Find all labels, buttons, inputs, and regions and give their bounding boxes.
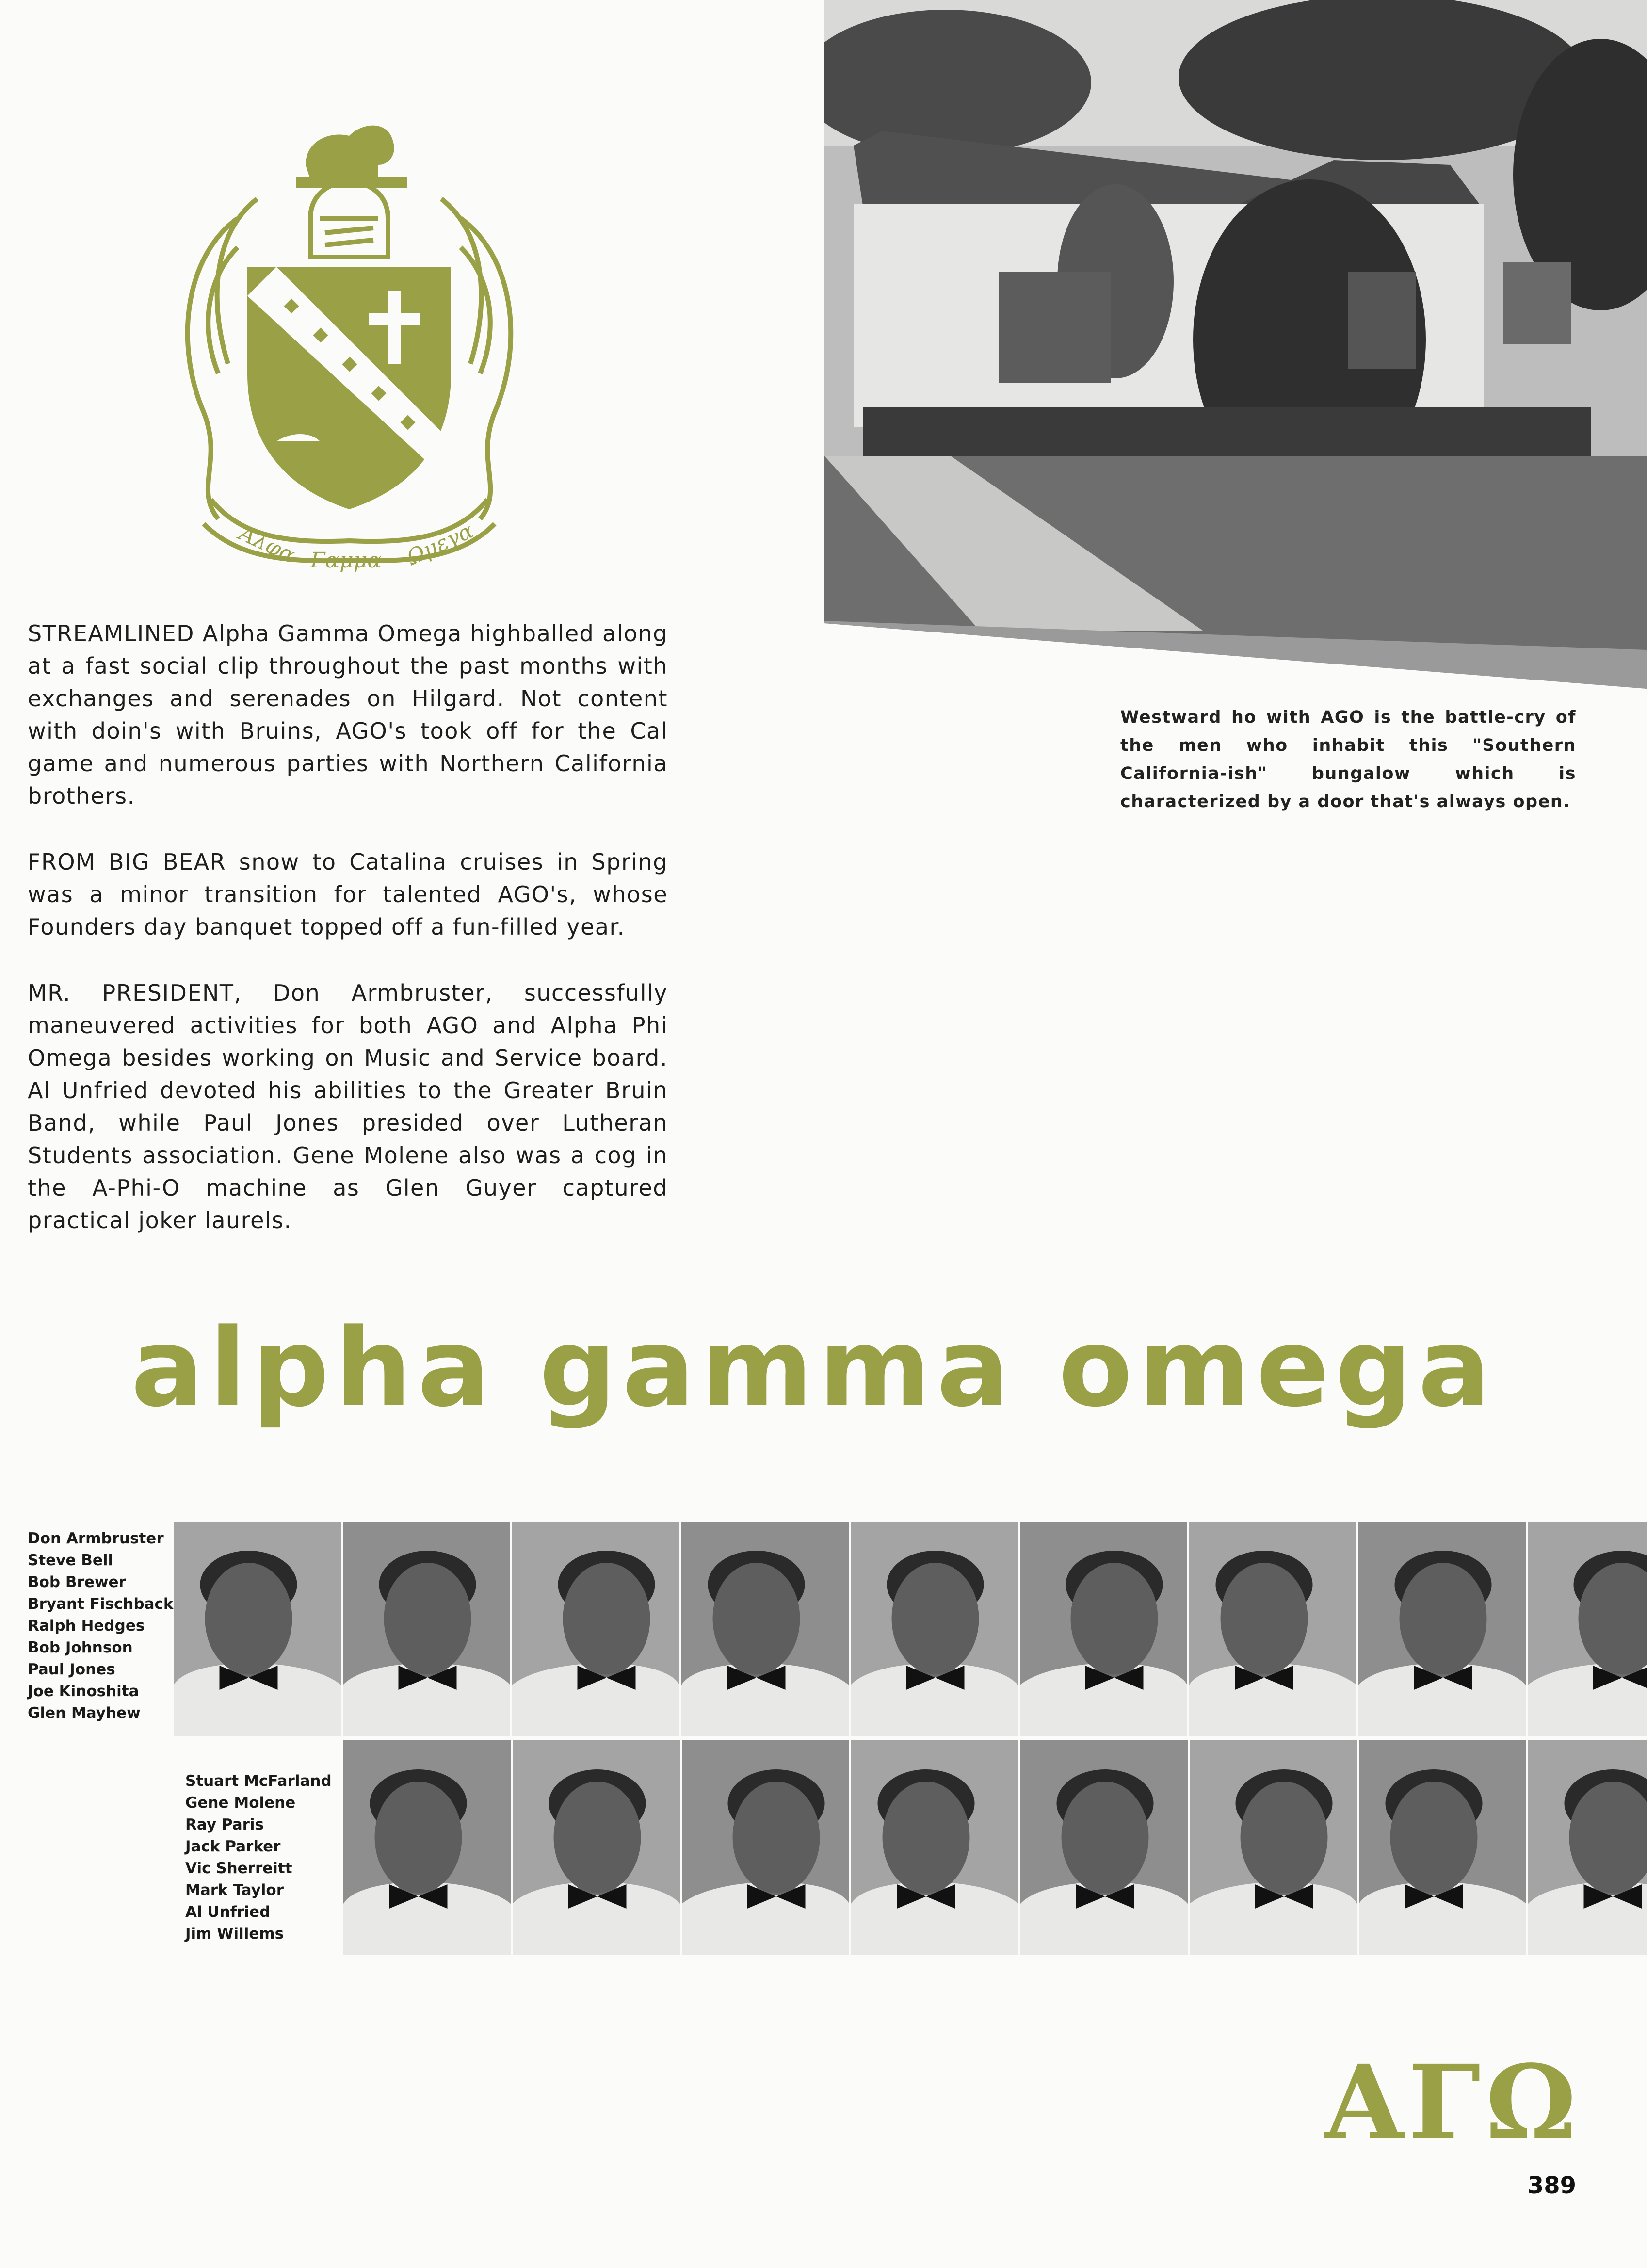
member-name: Ralph Hedges bbox=[28, 1617, 145, 1635]
member-name: Glen Mayhew bbox=[28, 1704, 141, 1722]
photo-caption: Westward ho with AGO is the battle-cry of the men who inhabit this "Southern California-ish" bungalow which is characterized by a door that's always open. bbox=[1120, 708, 1576, 811]
member-portrait bbox=[1528, 1522, 1647, 1736]
paragraph-lead: STREAMLINED bbox=[28, 620, 195, 647]
member-portrait bbox=[1189, 1522, 1356, 1736]
member-portrait bbox=[343, 1522, 510, 1736]
member-name: Ray Paris bbox=[185, 1816, 264, 1833]
member-name: Mark Taylor bbox=[185, 1881, 284, 1899]
member-portrait bbox=[1020, 1740, 1188, 1955]
member-portrait bbox=[851, 1740, 1018, 1955]
member-portrait bbox=[174, 1522, 341, 1736]
member-portrait bbox=[1020, 1522, 1187, 1736]
paragraph-president bbox=[28, 977, 668, 1237]
member-name: Steve Bell bbox=[28, 1552, 113, 1569]
member-name: Don Armbruster bbox=[28, 1530, 164, 1547]
member-name: Paul Jones bbox=[28, 1661, 115, 1678]
paragraph-body: snow to Catalina cruises in Spring was a minor transition for talented AGO's, whose Founders day banquet topped off a fun-filled year. bbox=[28, 849, 668, 940]
member-name: Jack Parker bbox=[185, 1838, 281, 1855]
member-names-row2 bbox=[185, 1770, 332, 1945]
member-name: Gene Molene bbox=[185, 1794, 296, 1812]
page-number: 389 bbox=[1527, 2172, 1576, 2199]
paragraph-lead: FROM BIG BEAR bbox=[28, 849, 226, 875]
page-title: alpha gamma omega bbox=[131, 1306, 1497, 1431]
member-name: Al Unfried bbox=[185, 1903, 271, 1921]
member-names-row1 bbox=[28, 1528, 174, 1724]
member-portrait bbox=[1358, 1522, 1526, 1736]
member-name: Jim Willems bbox=[185, 1925, 284, 1943]
member-portrait bbox=[681, 1522, 849, 1736]
motto-right: Ωμεγα bbox=[403, 518, 477, 570]
house-photo bbox=[824, 0, 1647, 689]
member-portrait bbox=[1359, 1740, 1526, 1955]
member-portrait bbox=[343, 1740, 511, 1955]
member-portrait bbox=[682, 1740, 849, 1955]
member-portrait bbox=[1528, 1740, 1647, 1955]
member-name: Bob Johnson bbox=[28, 1639, 133, 1656]
member-name: Vic Sherreitt bbox=[185, 1860, 292, 1877]
member-name: Stuart McFarland bbox=[185, 1772, 332, 1790]
paragraph-body: Alpha Gamma Omega highballed along at a fast social clip throughout the past months with exchanges and serenades on Hilgard. Not content with doin's with Bruins, AGO's took off for the Cal game and numerous parties with Northern California brothers. bbox=[28, 620, 668, 809]
paragraph-lead: MR. PRESIDENT, bbox=[28, 980, 242, 1006]
member-portrait bbox=[512, 1522, 679, 1736]
member-portrait bbox=[851, 1522, 1018, 1736]
fraternity-crest bbox=[165, 73, 533, 582]
paragraph-social bbox=[28, 617, 668, 812]
member-name: Bob Brewer bbox=[28, 1573, 126, 1591]
member-name: Bryant Fischback bbox=[28, 1595, 174, 1613]
member-name: Joe Kinoshita bbox=[28, 1683, 139, 1700]
member-portrait bbox=[1190, 1740, 1357, 1955]
paragraph-body: Don Armbruster, successfully maneuvered activities for both AGO and Alpha Phi Omega besides working on Music and Service board. Al Unfried devoted his abilities to the Greater Bruin Band, while Paul Jones presided over Lutheran Students association. Gene Molene also was a cog in the A-Phi-O machine as Glen Guyer captured practical joker laurels. bbox=[28, 980, 668, 1233]
motto-center: Γαμμα bbox=[310, 548, 382, 573]
paragraph-events bbox=[28, 846, 668, 943]
greek-letters: ΑΓΩ bbox=[1324, 2042, 1581, 2162]
motto-left: Αλφα bbox=[235, 520, 299, 568]
member-portrait bbox=[513, 1740, 680, 1955]
